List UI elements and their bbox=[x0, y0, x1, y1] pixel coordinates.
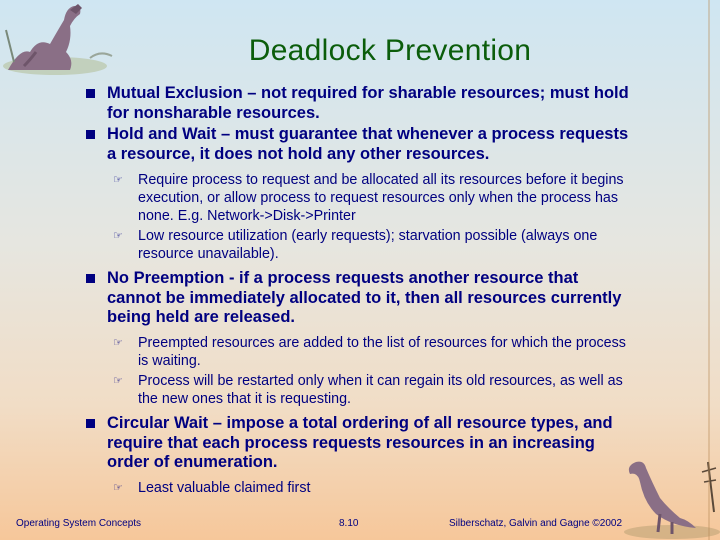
square-bullet-icon bbox=[86, 274, 95, 283]
bullet-keyword: No Preemption bbox=[107, 268, 225, 287]
bullet-text: – must guarantee that whenever a process requests a resource, it does not hold any other resources. bbox=[107, 125, 629, 164]
sub-bullet-text: Preempted resources are added to the list of resources for which the process is waiting. bbox=[138, 334, 626, 369]
square-bullet-icon bbox=[86, 419, 95, 428]
bullet-list bbox=[86, 84, 634, 503]
bullet-keyword: Mutual Exclusion bbox=[107, 84, 243, 102]
bullet-text: - if a process requests another resource that cannot be immediately allocated to it, then all resources currently being held are released. bbox=[107, 268, 622, 327]
square-bullet-icon bbox=[86, 89, 95, 98]
bullet-circular-wait bbox=[86, 414, 634, 473]
pointing-hand-icon: ☞ bbox=[113, 229, 123, 242]
sub-bullet bbox=[107, 479, 634, 497]
slide-title: Deadlock Prevention bbox=[248, 34, 532, 68]
bullet-text: – impose a total ordering of all resource types, and require that each process requests resources in an increasing order of enumeration. bbox=[107, 413, 613, 472]
sub-bullet-text: Require process to request and be allocated all its resources before it begins execution, or allow process to request resources only when the process has none. E.g. Network->Disk->Printer bbox=[138, 171, 624, 224]
dinosaur-icon bbox=[0, 0, 118, 80]
footer-page-number: 8.10 bbox=[339, 518, 359, 529]
sub-bullet bbox=[107, 227, 634, 263]
pointing-hand-icon: ☞ bbox=[113, 336, 123, 349]
bullet-keyword: Circular Wait bbox=[107, 413, 209, 432]
sub-bullet-list bbox=[107, 171, 634, 263]
sub-bullet bbox=[107, 334, 634, 370]
sub-bullet bbox=[107, 171, 634, 225]
sub-bullet-list bbox=[107, 334, 634, 408]
sub-bullet bbox=[107, 372, 634, 408]
sub-bullet-text: Low resource utilization (early requests); starvation possible (always one resource unavailable). bbox=[138, 227, 598, 262]
sub-bullet-text: Least valuable claimed first bbox=[138, 480, 311, 497]
pointing-hand-icon: ☞ bbox=[113, 173, 123, 186]
bullet-keyword: Hold and Wait bbox=[107, 125, 217, 144]
sub-bullet-text: Process will be restarted only when it can regain its old resources, as well as the new ones that it is requesting. bbox=[138, 372, 623, 407]
pointing-hand-icon: ☞ bbox=[113, 374, 123, 387]
pointing-hand-icon: ☞ bbox=[113, 482, 123, 495]
bullet-no-preemption bbox=[86, 269, 634, 328]
right-edge-rule bbox=[708, 0, 710, 540]
footer-authors: Silberschatz, Galvin and Gagne ©2002 bbox=[449, 518, 623, 529]
bullet-mutual-exclusion bbox=[86, 84, 634, 123]
square-bullet-icon bbox=[86, 130, 95, 139]
footer-course: Operating System Concepts bbox=[16, 518, 142, 529]
sub-bullet-list bbox=[107, 479, 634, 497]
bullet-text: – not required for sharable resources; must hold for nonsharable resources. bbox=[107, 84, 629, 122]
bullet-hold-and-wait bbox=[86, 125, 634, 164]
